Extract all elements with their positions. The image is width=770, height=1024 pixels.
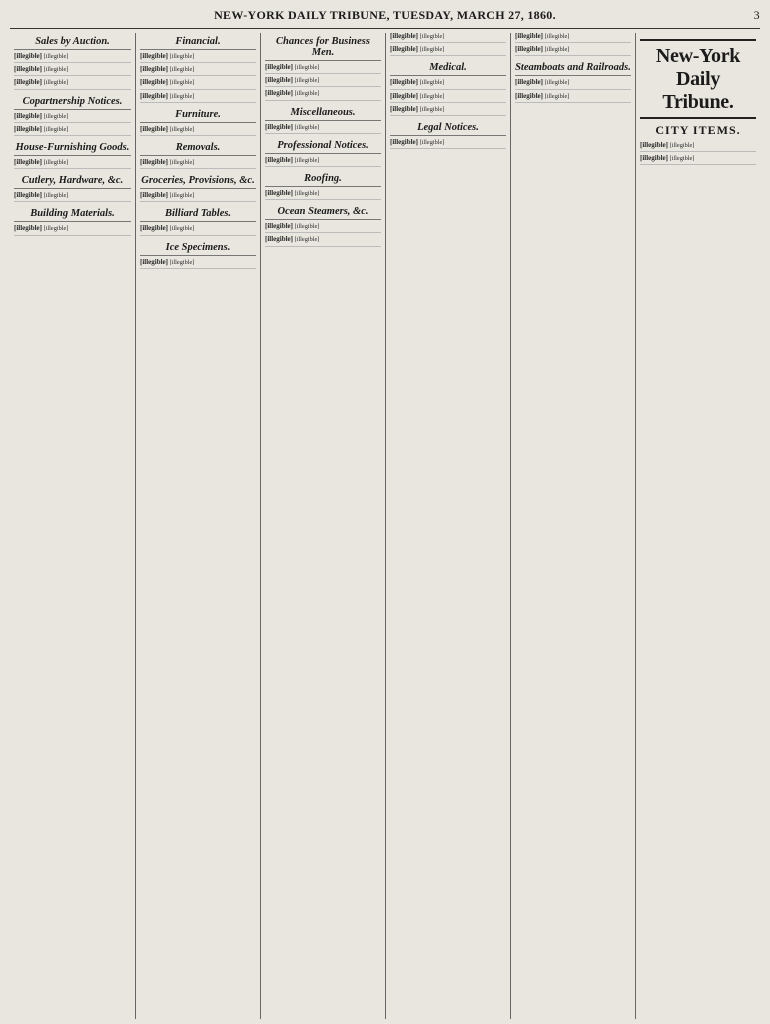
advertisement <box>515 93 631 103</box>
city-items-heading: CITY ITEMS. <box>655 123 741 137</box>
ad-lead: [illegible] <box>265 155 293 164</box>
column-2 <box>135 33 260 1019</box>
advertisement <box>14 79 131 89</box>
ad-divider <box>265 86 381 87</box>
ad-lead: [illegible] <box>265 89 293 98</box>
ad-divider <box>140 268 256 269</box>
column-fill <box>515 106 631 1019</box>
column-1 <box>10 33 135 1019</box>
advertisement <box>390 33 506 43</box>
section-heading: Ocean Steamers, &c. <box>265 206 381 220</box>
ad-divider <box>390 89 506 90</box>
ad-lead: [illegible] <box>14 111 42 120</box>
advertisement <box>390 106 506 116</box>
ad-lead: [illegible] <box>390 78 418 87</box>
ad-lead: [illegible] <box>515 91 543 100</box>
ad-body: [illegible] <box>169 92 195 100</box>
ad-lead: [illegible] <box>265 76 293 85</box>
ad-lead: [illegible] <box>265 235 293 244</box>
ad-body: [illegible] <box>419 33 445 40</box>
advertisement <box>515 33 631 43</box>
column-5 <box>510 33 635 1019</box>
page-number: 3 <box>753 8 760 22</box>
section-heading: Furniture. <box>140 109 256 123</box>
column-fill <box>390 152 506 1019</box>
section-heading: Legal Notices. <box>390 122 506 136</box>
column-3 <box>260 33 385 1019</box>
section-heading: Financial. <box>140 36 256 50</box>
ad-body: [illegible] <box>419 92 445 100</box>
section-heading: Chances for Business Men. <box>265 36 381 61</box>
ad-body: [illegible] <box>43 192 69 200</box>
column-fill <box>640 168 756 1019</box>
advertisement <box>265 157 381 167</box>
ad-lead: [illegible] <box>140 124 168 133</box>
ad-divider <box>265 246 381 247</box>
ad-lead: [illegible] <box>14 158 42 167</box>
column-fill <box>140 272 256 1019</box>
advertisement <box>515 46 631 56</box>
ad-divider <box>140 75 256 76</box>
ad-body: [illegible] <box>419 105 445 113</box>
column-fill <box>14 239 131 1019</box>
ad-divider <box>515 102 631 103</box>
ad-body: [illegible] <box>169 192 195 200</box>
ad-body: [illegible] <box>294 190 320 198</box>
ad-divider <box>640 151 756 152</box>
ad-lead: [illegible] <box>14 191 42 200</box>
ad-divider <box>140 168 256 169</box>
ad-body: [illegible] <box>294 123 320 131</box>
ad-divider <box>14 122 131 123</box>
ad-divider <box>265 100 381 101</box>
advertisement <box>140 79 256 89</box>
advertisement <box>14 192 131 202</box>
ad-divider <box>14 201 131 202</box>
ad-body: [illegible] <box>43 159 69 167</box>
ad-body: [illegible] <box>294 156 320 164</box>
ad-lead: [illegible] <box>140 65 168 74</box>
section-heading: Medical. <box>390 62 506 76</box>
ad-body: [illegible] <box>419 139 445 147</box>
ad-lead: [illegible] <box>640 154 668 163</box>
ad-divider <box>140 62 256 63</box>
ad-divider <box>265 73 381 74</box>
ad-body: [illegible] <box>669 142 695 149</box>
ad-divider <box>390 42 506 43</box>
ad-body: [illegible] <box>43 225 69 233</box>
advertisement <box>640 155 756 165</box>
advertisement <box>265 64 381 74</box>
advertisement <box>390 79 506 89</box>
ad-divider <box>390 55 506 56</box>
ad-divider <box>140 102 256 103</box>
nameplate-title: New-York Daily Tribune. <box>640 39 756 119</box>
ad-body: [illegible] <box>419 46 445 54</box>
ad-divider <box>265 199 381 200</box>
section-heading: Ice Specimens. <box>140 242 256 256</box>
ad-body: [illegible] <box>169 225 195 233</box>
ad-divider <box>640 164 756 165</box>
ad-divider <box>140 89 256 90</box>
ad-lead: [illegible] <box>140 257 168 266</box>
ad-body: [illegible] <box>169 159 195 167</box>
section-heading: Roofing. <box>265 173 381 187</box>
ad-divider <box>515 55 631 56</box>
advertisement <box>140 159 256 169</box>
section-heading: House-Furnishing Goods. <box>14 142 131 156</box>
ad-body: [illegible] <box>169 79 195 87</box>
ad-lead: [illegible] <box>140 158 168 167</box>
ad-lead: [illegible] <box>14 124 42 133</box>
ad-divider <box>140 235 256 236</box>
ad-body: [illegible] <box>294 223 320 231</box>
page-header <box>10 8 760 29</box>
advertisement <box>390 93 506 103</box>
section-heading: Copartnership Notices. <box>14 96 131 110</box>
section-heading: Sales by Auction. <box>14 36 131 50</box>
ad-divider <box>265 232 381 233</box>
advertisement <box>14 225 131 235</box>
ad-divider <box>14 168 131 169</box>
ad-divider <box>390 115 506 116</box>
ad-body: [illegible] <box>544 79 570 87</box>
ad-divider <box>390 102 506 103</box>
ad-lead: [illegible] <box>390 104 418 113</box>
ad-body: [illegible] <box>43 66 69 74</box>
ad-lead: [illegible] <box>390 138 418 147</box>
ad-body: [illegible] <box>43 79 69 87</box>
ad-body: [illegible] <box>169 53 195 60</box>
advertisement <box>140 259 256 269</box>
ad-body: [illegible] <box>294 236 320 244</box>
column-4 <box>385 33 510 1019</box>
ad-body: [illegible] <box>544 92 570 100</box>
ad-lead: [illegible] <box>265 122 293 131</box>
advertisement <box>265 236 381 246</box>
advertisement <box>14 126 131 136</box>
advertisement <box>640 142 756 152</box>
advertisement <box>140 53 256 63</box>
ad-divider <box>515 42 631 43</box>
ad-body: [illegible] <box>669 155 695 163</box>
ad-divider <box>390 148 506 149</box>
ad-lead: [illegible] <box>140 91 168 100</box>
ad-divider <box>14 75 131 76</box>
section-heading: Professional Notices. <box>265 140 381 154</box>
ad-lead: [illegible] <box>390 33 418 40</box>
ad-divider <box>14 62 131 63</box>
ad-lead: [illegible] <box>265 189 293 198</box>
advertisement <box>390 46 506 56</box>
section-heading: Cutlery, Hardware, &c. <box>14 175 131 189</box>
columns <box>10 33 760 1019</box>
ad-body: [illegible] <box>419 79 445 87</box>
ad-divider <box>140 201 256 202</box>
advertisement <box>14 53 131 63</box>
advertisement <box>14 113 131 123</box>
advertisement <box>140 66 256 76</box>
advertisement <box>140 192 256 202</box>
advertisement <box>265 223 381 233</box>
section-heading: Miscellaneous. <box>265 107 381 121</box>
ad-divider <box>515 89 631 90</box>
ad-body: [illegible] <box>169 125 195 133</box>
ad-lead: [illegible] <box>140 78 168 87</box>
advertisement <box>14 159 131 169</box>
ad-body: [illegible] <box>43 125 69 133</box>
ad-lead: [illegible] <box>14 65 42 74</box>
advertisement <box>140 126 256 136</box>
ad-lead: [illegible] <box>140 191 168 200</box>
ad-divider <box>265 133 381 134</box>
advertisement <box>390 139 506 149</box>
advertisement <box>265 124 381 134</box>
ad-lead: [illegible] <box>515 45 543 54</box>
ad-divider <box>14 235 131 236</box>
advertisement <box>265 77 381 87</box>
ad-lead: [illegible] <box>140 52 168 60</box>
advertisement <box>140 225 256 235</box>
column-6 <box>635 33 760 1019</box>
advertisement <box>515 79 631 89</box>
ad-body: [illegible] <box>43 53 69 60</box>
ad-lead: [illegible] <box>515 78 543 87</box>
section-heading: Groceries, Provisions, &c. <box>140 175 256 189</box>
section-heading: Steamboats and Railroads. <box>515 62 631 76</box>
ad-lead: [illegible] <box>515 33 543 40</box>
ad-body: [illegible] <box>43 112 69 120</box>
ad-lead: [illegible] <box>140 224 168 233</box>
column-fill <box>265 250 381 1019</box>
ad-body: [illegible] <box>294 77 320 85</box>
ad-body: [illegible] <box>169 258 195 266</box>
advertisement <box>265 190 381 200</box>
ad-lead: [illegible] <box>14 224 42 233</box>
section-heading: Building Materials. <box>14 208 131 222</box>
ad-divider <box>14 135 131 136</box>
ad-divider <box>14 89 131 90</box>
advertisement <box>140 93 256 103</box>
ad-lead: [illegible] <box>390 91 418 100</box>
ad-body: [illegible] <box>294 64 320 71</box>
ad-divider <box>265 166 381 167</box>
ad-lead: [illegible] <box>14 78 42 87</box>
page-title: NEW-YORK DAILY TRIBUNE, TUESDAY, MARCH 27, 1860. <box>214 8 556 22</box>
ad-lead: [illegible] <box>640 141 668 149</box>
ad-lead: [illegible] <box>265 63 293 71</box>
ad-body: [illegible] <box>294 90 320 98</box>
section-heading: Billiard Tables. <box>140 208 256 222</box>
advertisement <box>14 66 131 76</box>
ad-lead: [illegible] <box>265 222 293 231</box>
ad-body: [illegible] <box>544 33 570 40</box>
ad-body: [illegible] <box>544 46 570 54</box>
advertisement <box>265 90 381 100</box>
ad-body: [illegible] <box>169 66 195 74</box>
ad-lead: [illegible] <box>14 52 42 60</box>
section-heading: Removals. <box>140 142 256 156</box>
ad-divider <box>140 135 256 136</box>
ad-lead: [illegible] <box>390 45 418 54</box>
